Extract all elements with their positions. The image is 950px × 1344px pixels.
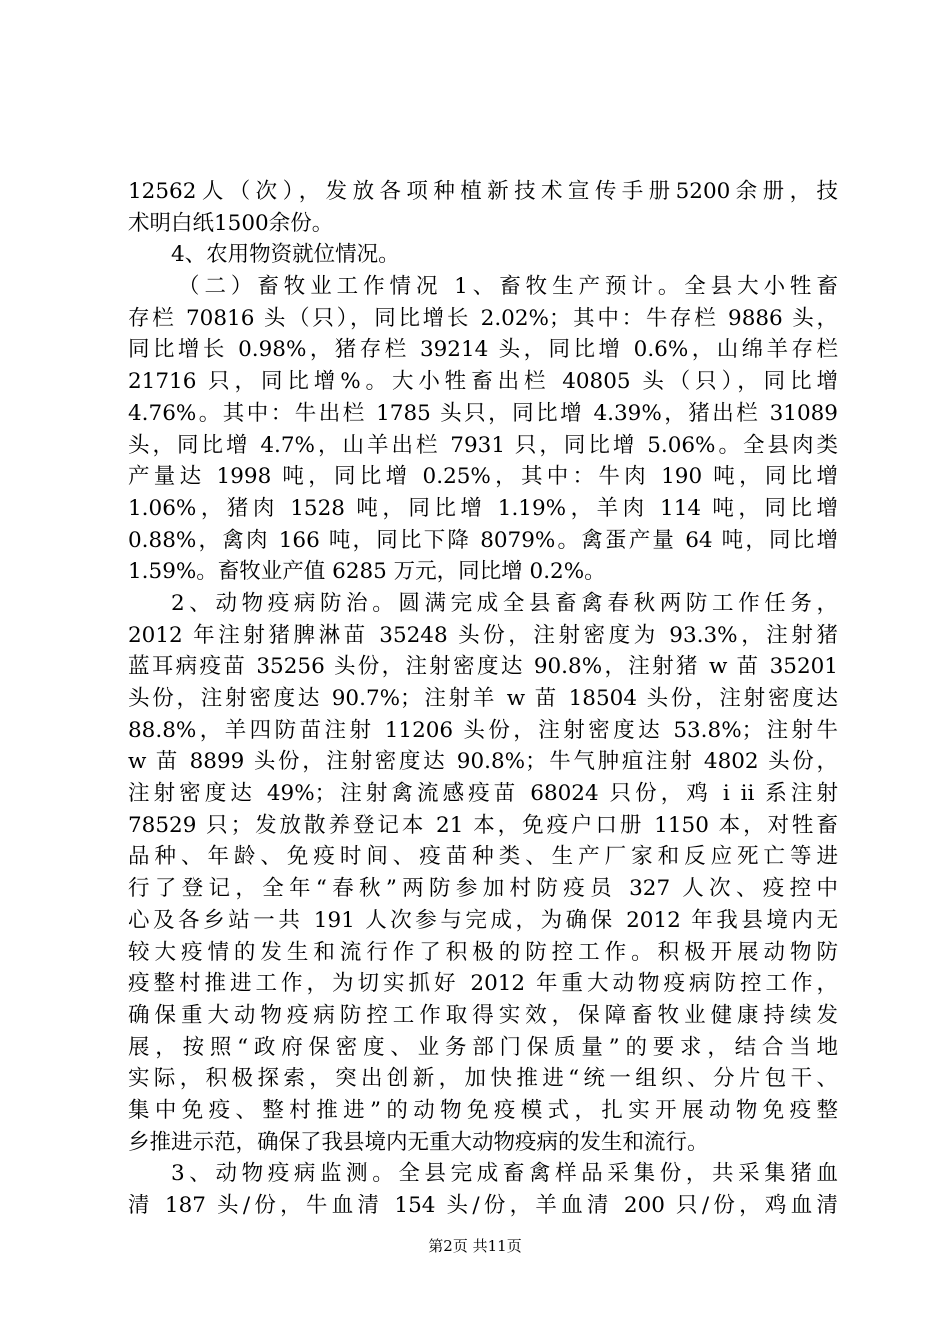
text-line: 心及各乡站一共 191 人次参与完成，为确保 2012 年我县境内无: [128, 907, 838, 933]
text-line: 产量达 1998 吨，同比增 0.25%，其中：牛肉 190 吨，同比增: [128, 464, 838, 490]
text-line: 较大疫情的发生和流行作了积极的防控工作。积极开展动物防: [128, 939, 838, 965]
text-line: 1.06%，猪肉 1528 吨，同比增 1.19%，羊肉 114 吨，同比增: [128, 495, 838, 521]
text-line: 78529 只；发放散养登记本 21 本，免疫户口册 1150 本，对牲畜: [128, 812, 838, 838]
text-line: 同比增长 0.98%，猪存栏 39214 头，同比增 0.6%，山绵羊存栏: [128, 337, 838, 363]
text-line: 12562人（次），发放各项种植新技术宣传手册5200余册，技: [128, 179, 838, 204]
text-line: 展，按照“政府保密度、业务部门保质量”的要求，结合当地: [128, 1034, 838, 1060]
text-line: 1.59%。畜牧业产值 6285 万元，同比增 0.2%。: [128, 559, 606, 585]
text-line: 4.76%。其中：牛出栏 1785 头只，同比增 4.39%，猪出栏 31089: [128, 400, 838, 426]
text-line: 术明白纸1500余份。: [128, 210, 334, 236]
text-line: 疫整村推进工作，为切实抓好 2012 年重大动物疫病防控工作，: [128, 971, 838, 997]
page-number-footer: 第2页 共11页: [428, 1237, 522, 1255]
text-line: 实际，积极探索，突出创新，加快推进“统一组织、分片包干、: [128, 1066, 838, 1092]
document-body: [128, 176, 838, 1222]
text-line: 确保重大动物疫病防控工作取得实效，保障畜牧业健康持续发: [128, 1002, 838, 1028]
text-line: 行了登记，全年“春秋”两防参加村防疫员 327 人次、疫控中: [128, 876, 838, 902]
text-line: 乡推进示范，确保了我县境内无重大动物疫病的发生和流行。: [128, 1129, 709, 1155]
text-line: （二）畜牧业工作情况 1、畜牧生产预计。全县大小牲畜: [178, 274, 838, 300]
text-line: 4、农用物资就位情况。: [171, 242, 400, 268]
text-line: 蓝耳病疫苗 35256 头份，注射密度达 90.8%，注射猪 w 苗 35201: [128, 654, 838, 680]
text-line: 2012 年注射猪脾淋苗 35248 头份，注射密度为 93.3%，注射猪: [128, 622, 838, 648]
text-line: 注射密度达 49%；注射禽流感疫苗 68024 只份，鸡 i ii 系注射: [128, 781, 838, 807]
text-line: 品种、年龄、免疫时间、疫苗种类、生产厂家和反应死亡等进: [128, 844, 838, 870]
text-line: 头份，注射密度达 90.7%；注射羊 w 苗 18504 头份，注射密度达: [128, 686, 838, 711]
text-line: 2、动物疫病防治。圆满完成全县畜禽春秋两防工作任务，: [171, 590, 838, 616]
text-line: 头，同比增 4.7%，山羊出栏 7931 只，同比增 5.06%。全县肉类: [128, 432, 838, 458]
text-line: w 苗 8899 头份，注射密度达 90.8%；牛气肿疽注射 4802 头份，: [128, 749, 838, 775]
text-line: 3、动物疫病监测。全县完成畜禽样品采集份，共采集猪血: [171, 1161, 838, 1187]
text-line: 清 187 头/份，牛血清 154 头/份，羊血清 200 只/份，鸡血清: [128, 1193, 838, 1218]
text-line: 存栏 70816 头（只），同比增长 2.02%；其中：牛存栏 9886 头，: [128, 305, 838, 331]
text-line: 集中免疫、整村推进”的动物免疫模式，扎实开展动物免疫整: [128, 1097, 838, 1123]
text-line: 0.88%，禽肉 166 吨，同比下降 8079%。禽蛋产量 64 吨，同比增: [128, 527, 838, 553]
text-line: 21716 只，同比增%。大小牲畜出栏 40805 头（只），同比增: [128, 369, 838, 395]
text-line: 88.8%，羊四防苗注射 11206 头份，注射密度达 53.8%；注射牛: [128, 717, 838, 743]
